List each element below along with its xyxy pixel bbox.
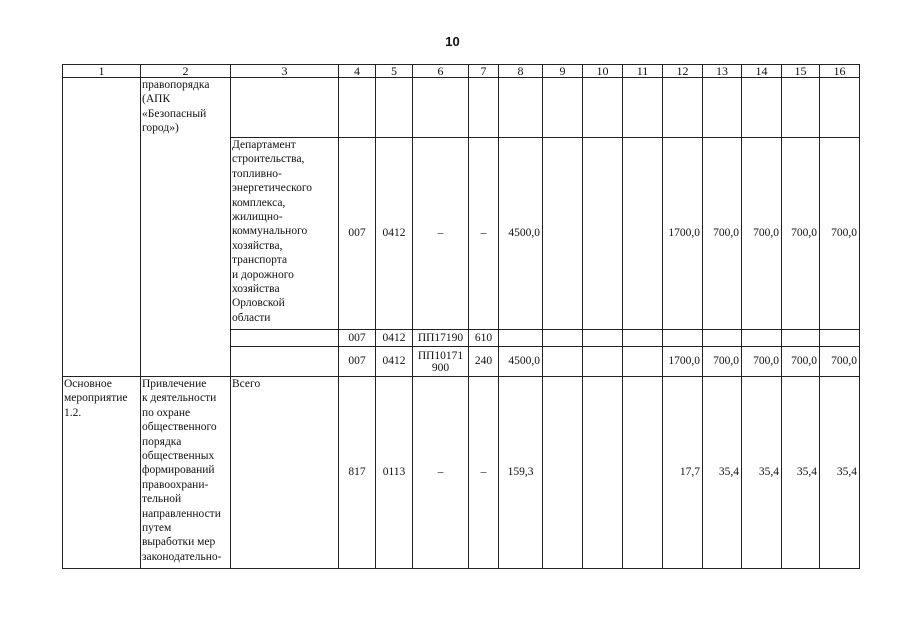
cell-c3 — [231, 330, 339, 347]
cell-line: строительства, — [232, 153, 305, 166]
cell-value: 0113 — [376, 377, 413, 569]
cell-line: жилищно- — [232, 211, 283, 224]
cell-value: 240 — [469, 347, 499, 377]
cell-line: Основное — [64, 378, 112, 390]
cell-value: 35,4 — [742, 377, 782, 569]
cell-line: «Безопасный — [142, 107, 207, 120]
cell-value: 1700,0 — [663, 347, 703, 377]
table-row — [63, 78, 860, 138]
cell-line: хозяйства — [232, 283, 280, 296]
column-header: 10 — [583, 65, 623, 78]
cell-line: Департамент — [232, 139, 296, 151]
cell-value: 0412 — [376, 138, 413, 330]
cell-line: и дорожного — [232, 268, 294, 281]
cell-line: формирований — [142, 464, 215, 477]
cell-value: 700,0 — [742, 138, 782, 330]
cell-line: путем — [142, 522, 172, 535]
cell-value: 700,0 — [782, 347, 820, 377]
budget-table — [62, 64, 860, 569]
column-header: 15 — [782, 65, 820, 78]
cell-line: 900 — [431, 361, 450, 374]
column-header: 2 — [141, 65, 231, 78]
column-header: 7 — [469, 65, 499, 78]
cell-line: к деятельности — [142, 392, 217, 405]
cell-value: 007 — [339, 347, 376, 377]
cell-line: правопорядка — [142, 79, 210, 91]
cell-value: 700,0 — [703, 138, 742, 330]
column-header: 6 — [413, 65, 469, 78]
column-header: 13 — [703, 65, 742, 78]
cell-executor: Всего — [231, 377, 339, 569]
column-header: 4 — [339, 65, 376, 78]
column-header: 16 — [820, 65, 860, 78]
cell-department — [231, 138, 339, 330]
cell-value: – — [413, 377, 469, 569]
cell-code — [413, 347, 469, 377]
cell-value: 35,4 — [820, 377, 860, 569]
cell-c1 — [63, 78, 141, 377]
cell-activity — [63, 377, 141, 569]
cell-line: город») — [142, 122, 179, 135]
cell-value: – — [469, 138, 499, 330]
cell-line: порядка — [142, 435, 182, 448]
cell-value: – — [413, 138, 469, 330]
cell-line: тельной — [142, 493, 182, 506]
cell-line: общественного — [142, 421, 217, 434]
column-header: 5 — [376, 65, 413, 78]
cell-line: по охране — [142, 406, 191, 419]
cell-value: 700,0 — [742, 347, 782, 377]
cell-value: 0412 — [376, 347, 413, 377]
cell-value: 700,0 — [820, 347, 860, 377]
cell-line: энергетического — [232, 182, 313, 195]
cell-line: транспорта — [232, 254, 288, 267]
cell-value: 700,0 — [703, 347, 742, 377]
page-number: 10 — [445, 34, 460, 49]
cell-value: 007 — [339, 138, 376, 330]
column-header: 11 — [623, 65, 663, 78]
column-header: 3 — [231, 65, 339, 78]
cell-value: 700,0 — [820, 138, 860, 330]
cell-value: 35,4 — [782, 377, 820, 569]
cell-line: правоохрани- — [142, 478, 209, 491]
cell-value: 17,7 — [663, 377, 703, 569]
cell-c2 — [141, 78, 231, 377]
cell-value: – — [469, 377, 499, 569]
cell-value: 4500,0 — [499, 347, 543, 377]
table-row — [63, 377, 860, 569]
cell-line: области — [232, 311, 271, 324]
cell-c3 — [231, 78, 339, 138]
cell-value: 4500,0 — [499, 138, 543, 330]
cell-line: ПП10171 — [417, 349, 464, 362]
cell-line: коммунального — [232, 225, 308, 238]
cell-line: выработки мер — [142, 536, 216, 549]
cell-value: 35,4 — [703, 377, 742, 569]
column-header: 9 — [543, 65, 583, 78]
cell-line: законодательно- — [142, 550, 222, 563]
cell-value: 610 — [469, 330, 499, 347]
cell-line: Привлечение — [142, 378, 207, 390]
cell-value: 700,0 — [782, 138, 820, 330]
cell-line: Орловской — [232, 297, 285, 310]
column-header: 14 — [742, 65, 782, 78]
column-header: 8 — [499, 65, 543, 78]
column-header: 12 — [663, 65, 703, 78]
cell-line: общественных — [142, 450, 215, 463]
cell-value: ПП17190 — [413, 330, 469, 347]
cell-value: 817 — [339, 377, 376, 569]
cell-c3 — [231, 347, 339, 377]
cell-line: комплекса, — [232, 196, 286, 209]
header-row — [63, 65, 860, 78]
cell-line: (АПК — [142, 93, 171, 106]
cell-line: хозяйства, — [232, 239, 283, 252]
cell-line: топливно- — [232, 167, 282, 180]
cell-value: 1700,0 — [663, 138, 703, 330]
cell-line: мероприятие — [64, 392, 128, 405]
cell-value: 159,3 — [499, 377, 543, 569]
cell-line: 1.2. — [64, 406, 82, 419]
cell-value: 0412 — [376, 330, 413, 347]
cell-description — [141, 377, 231, 569]
cell-line: направленности — [142, 507, 221, 520]
column-header: 1 — [63, 65, 141, 78]
cell-value: 007 — [339, 330, 376, 347]
